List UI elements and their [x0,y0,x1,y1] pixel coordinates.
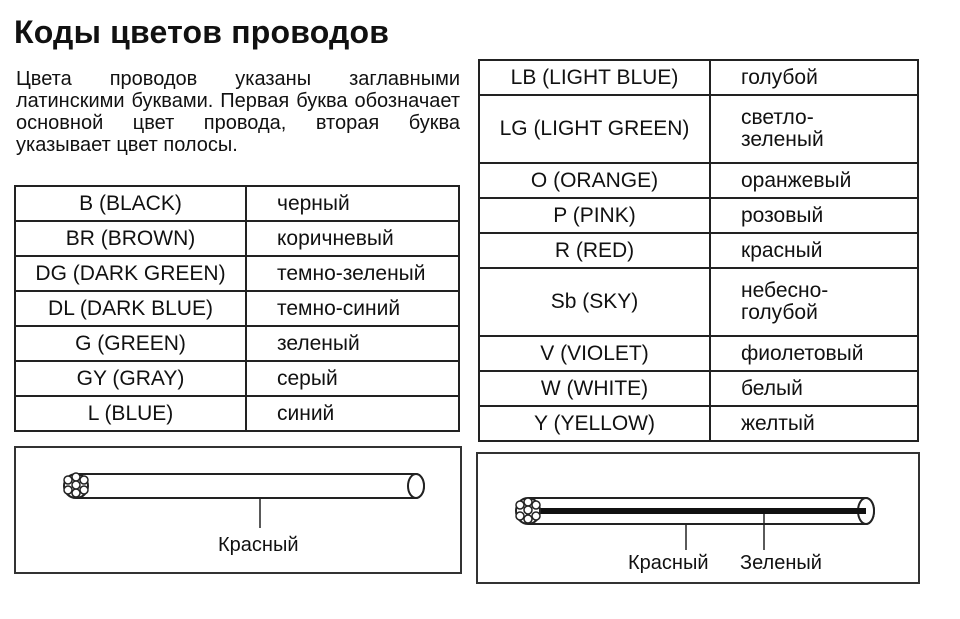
wire-base-color-label: Красный [628,552,709,574]
page-title: Коды цветов проводов [14,14,390,50]
single-color-wire-diagram [14,446,462,574]
color-code-cell: DG (DARK GREEN) [15,256,246,291]
color-code-cell: G (GREEN) [15,326,246,361]
color-code-cell: DL (DARK BLUE) [15,291,246,326]
color-name-cell: серый [246,361,459,396]
color-code-cell: Y (YELLOW) [479,406,710,441]
table-row [15,361,459,396]
table-row [479,163,918,198]
table-row [479,336,918,371]
color-name-cell: фиолетовый [710,336,918,371]
striped-wire-diagram [476,452,920,584]
color-code-cell: L (BLUE) [15,396,246,431]
table-row [479,371,918,406]
color-code-cell: R (RED) [479,233,710,268]
color-codes-table-left [14,185,460,432]
table-row [15,186,459,221]
table-row [479,406,918,441]
table-row [479,198,918,233]
color-code-cell: P (PINK) [479,198,710,233]
table-row [15,326,459,361]
color-code-cell: GY (GRAY) [15,361,246,396]
table-row [15,256,459,291]
color-name-cell: коричневый [246,221,459,256]
color-name-cell: желтый [710,406,918,441]
color-name-cell: зеленый [246,326,459,361]
table-row [15,221,459,256]
wire-color-label: Красный [218,534,299,556]
intro-paragraph: Цвета проводов указаны заглавными латинскими буквами. Первая буква обозначает основной цвет провода, вторая буква указывает цвет полосы. [16,68,460,156]
table-row [479,95,918,163]
color-name-cell: черный [246,186,459,221]
color-code-cell: LG (LIGHT GREEN) [479,95,710,163]
color-code-cell: O (ORANGE) [479,163,710,198]
color-name-cell: оранжевый [710,163,918,198]
color-code-cell: Sb (SKY) [479,268,710,336]
color-name-cell: белый [710,371,918,406]
wire-stripe-color-label: Зеленый [740,552,822,574]
color-name-cell: темно-зеленый [246,256,459,291]
color-code-cell: W (WHITE) [479,371,710,406]
color-name-cell: красный [710,233,918,268]
color-name-cell: синий [246,396,459,431]
color-name-cell: розовый [710,198,918,233]
table-row [15,291,459,326]
color-name-cell: небесно- голубой [710,268,918,336]
table-row [479,233,918,268]
table-row [479,60,918,95]
color-name-cell: темно-синий [246,291,459,326]
color-codes-table-right [478,59,919,442]
color-code-cell: BR (BROWN) [15,221,246,256]
color-code-cell: LB (LIGHT BLUE) [479,60,710,95]
color-name-cell: светло- зеленый [710,95,918,163]
color-name-cell: голубой [710,60,918,95]
table-row [479,268,918,336]
table-row [15,396,459,431]
color-code-cell: V (VIOLET) [479,336,710,371]
color-code-cell: B (BLACK) [15,186,246,221]
